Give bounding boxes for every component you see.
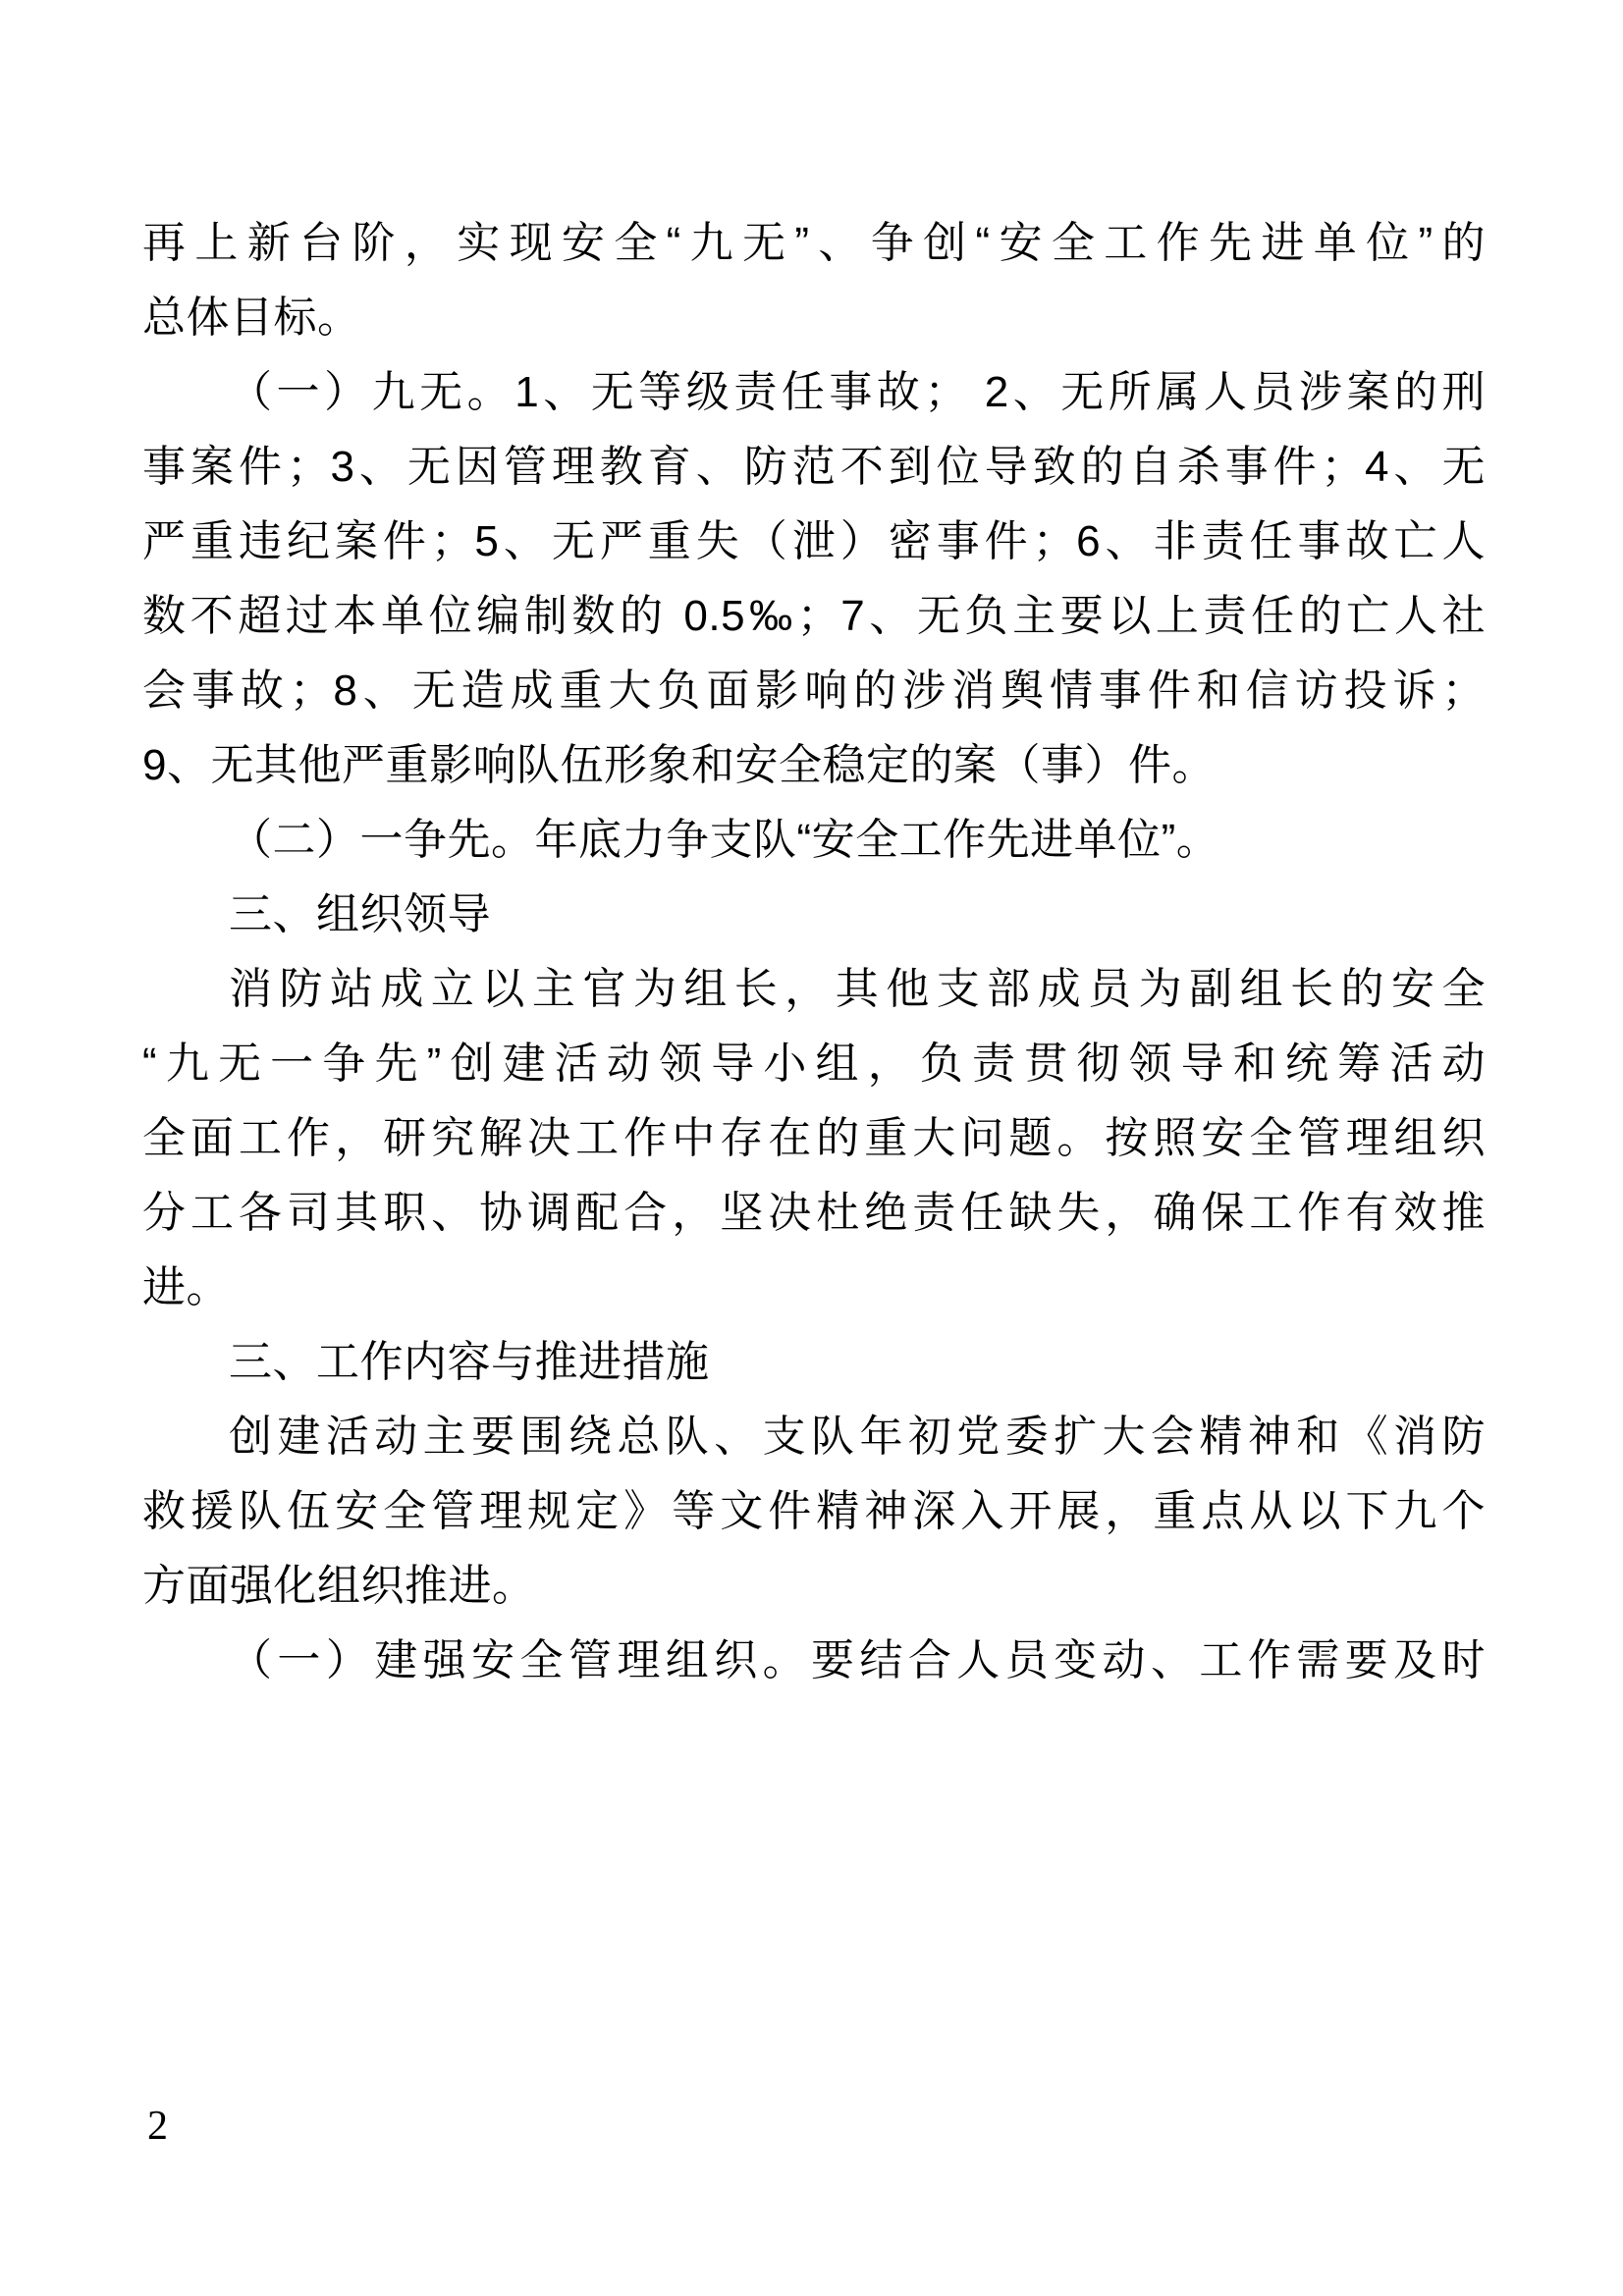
text-line: 方面强化组织推进。 bbox=[142, 1562, 536, 1610]
text-body bbox=[142, 206, 1486, 1698]
text-line: 创建活动主要围绕总队、支队年初党委扩大会精神和《消防 bbox=[229, 1413, 1486, 1461]
text-line: （一）九无。1、无等级责任事故； 2、无所属人员涉案的刑 bbox=[229, 368, 1486, 416]
text-line: 会事故；8、无造成重大负面影响的涉消舆情事件和信访投诉； bbox=[142, 667, 1486, 715]
text-line: 数不超过本单位编制数的 0.5‰；7、无负主要以上责任的亡人社 bbox=[142, 592, 1486, 640]
text-line: （二）一争先。年底力争支队“安全工作先进单位”。 bbox=[229, 816, 1220, 864]
text-line: （一）建强安全管理组织。要结合人员变动、工作需要及时 bbox=[229, 1636, 1486, 1684]
text-line: 全面工作，研究解决工作中存在的重大问题。按照安全管理组织 bbox=[142, 1114, 1486, 1162]
text-line: 事案件；3、无因管理教育、防范不到位导致的自杀事件；4、无 bbox=[142, 443, 1486, 491]
text-line: “九无一争先”创建活动领导小组，负责贯彻领导和统筹活动 bbox=[142, 1040, 1486, 1088]
page-number: 2 bbox=[147, 2104, 168, 2149]
text-line: 严重违纪案件；5、无严重失（泄）密事件；6、非责任事故亡人 bbox=[142, 517, 1486, 565]
text-line: 救援队伍安全管理规定》等文件精神深入开展，重点从以下九个 bbox=[142, 1487, 1486, 1535]
text-line: 三、组织领导 bbox=[229, 890, 491, 938]
text-line: 三、工作内容与推进措施 bbox=[229, 1338, 710, 1386]
text-line: 总体目标。 bbox=[142, 294, 361, 342]
text-line: 进。 bbox=[142, 1263, 230, 1311]
text-line: 再上新台阶，实现安全“九无”、争创“安全工作先进单位”的 bbox=[142, 219, 1486, 267]
text-line: 消防站成立以主官为组长，其他支部成员为副组长的安全 bbox=[229, 965, 1486, 1013]
text-line: 9、无其他严重影响队伍形象和安全稳定的案（事）件。 bbox=[142, 741, 1216, 789]
text-line: 分工各司其职、协调配合，坚决杜绝责任缺失，确保工作有效推 bbox=[142, 1189, 1486, 1237]
